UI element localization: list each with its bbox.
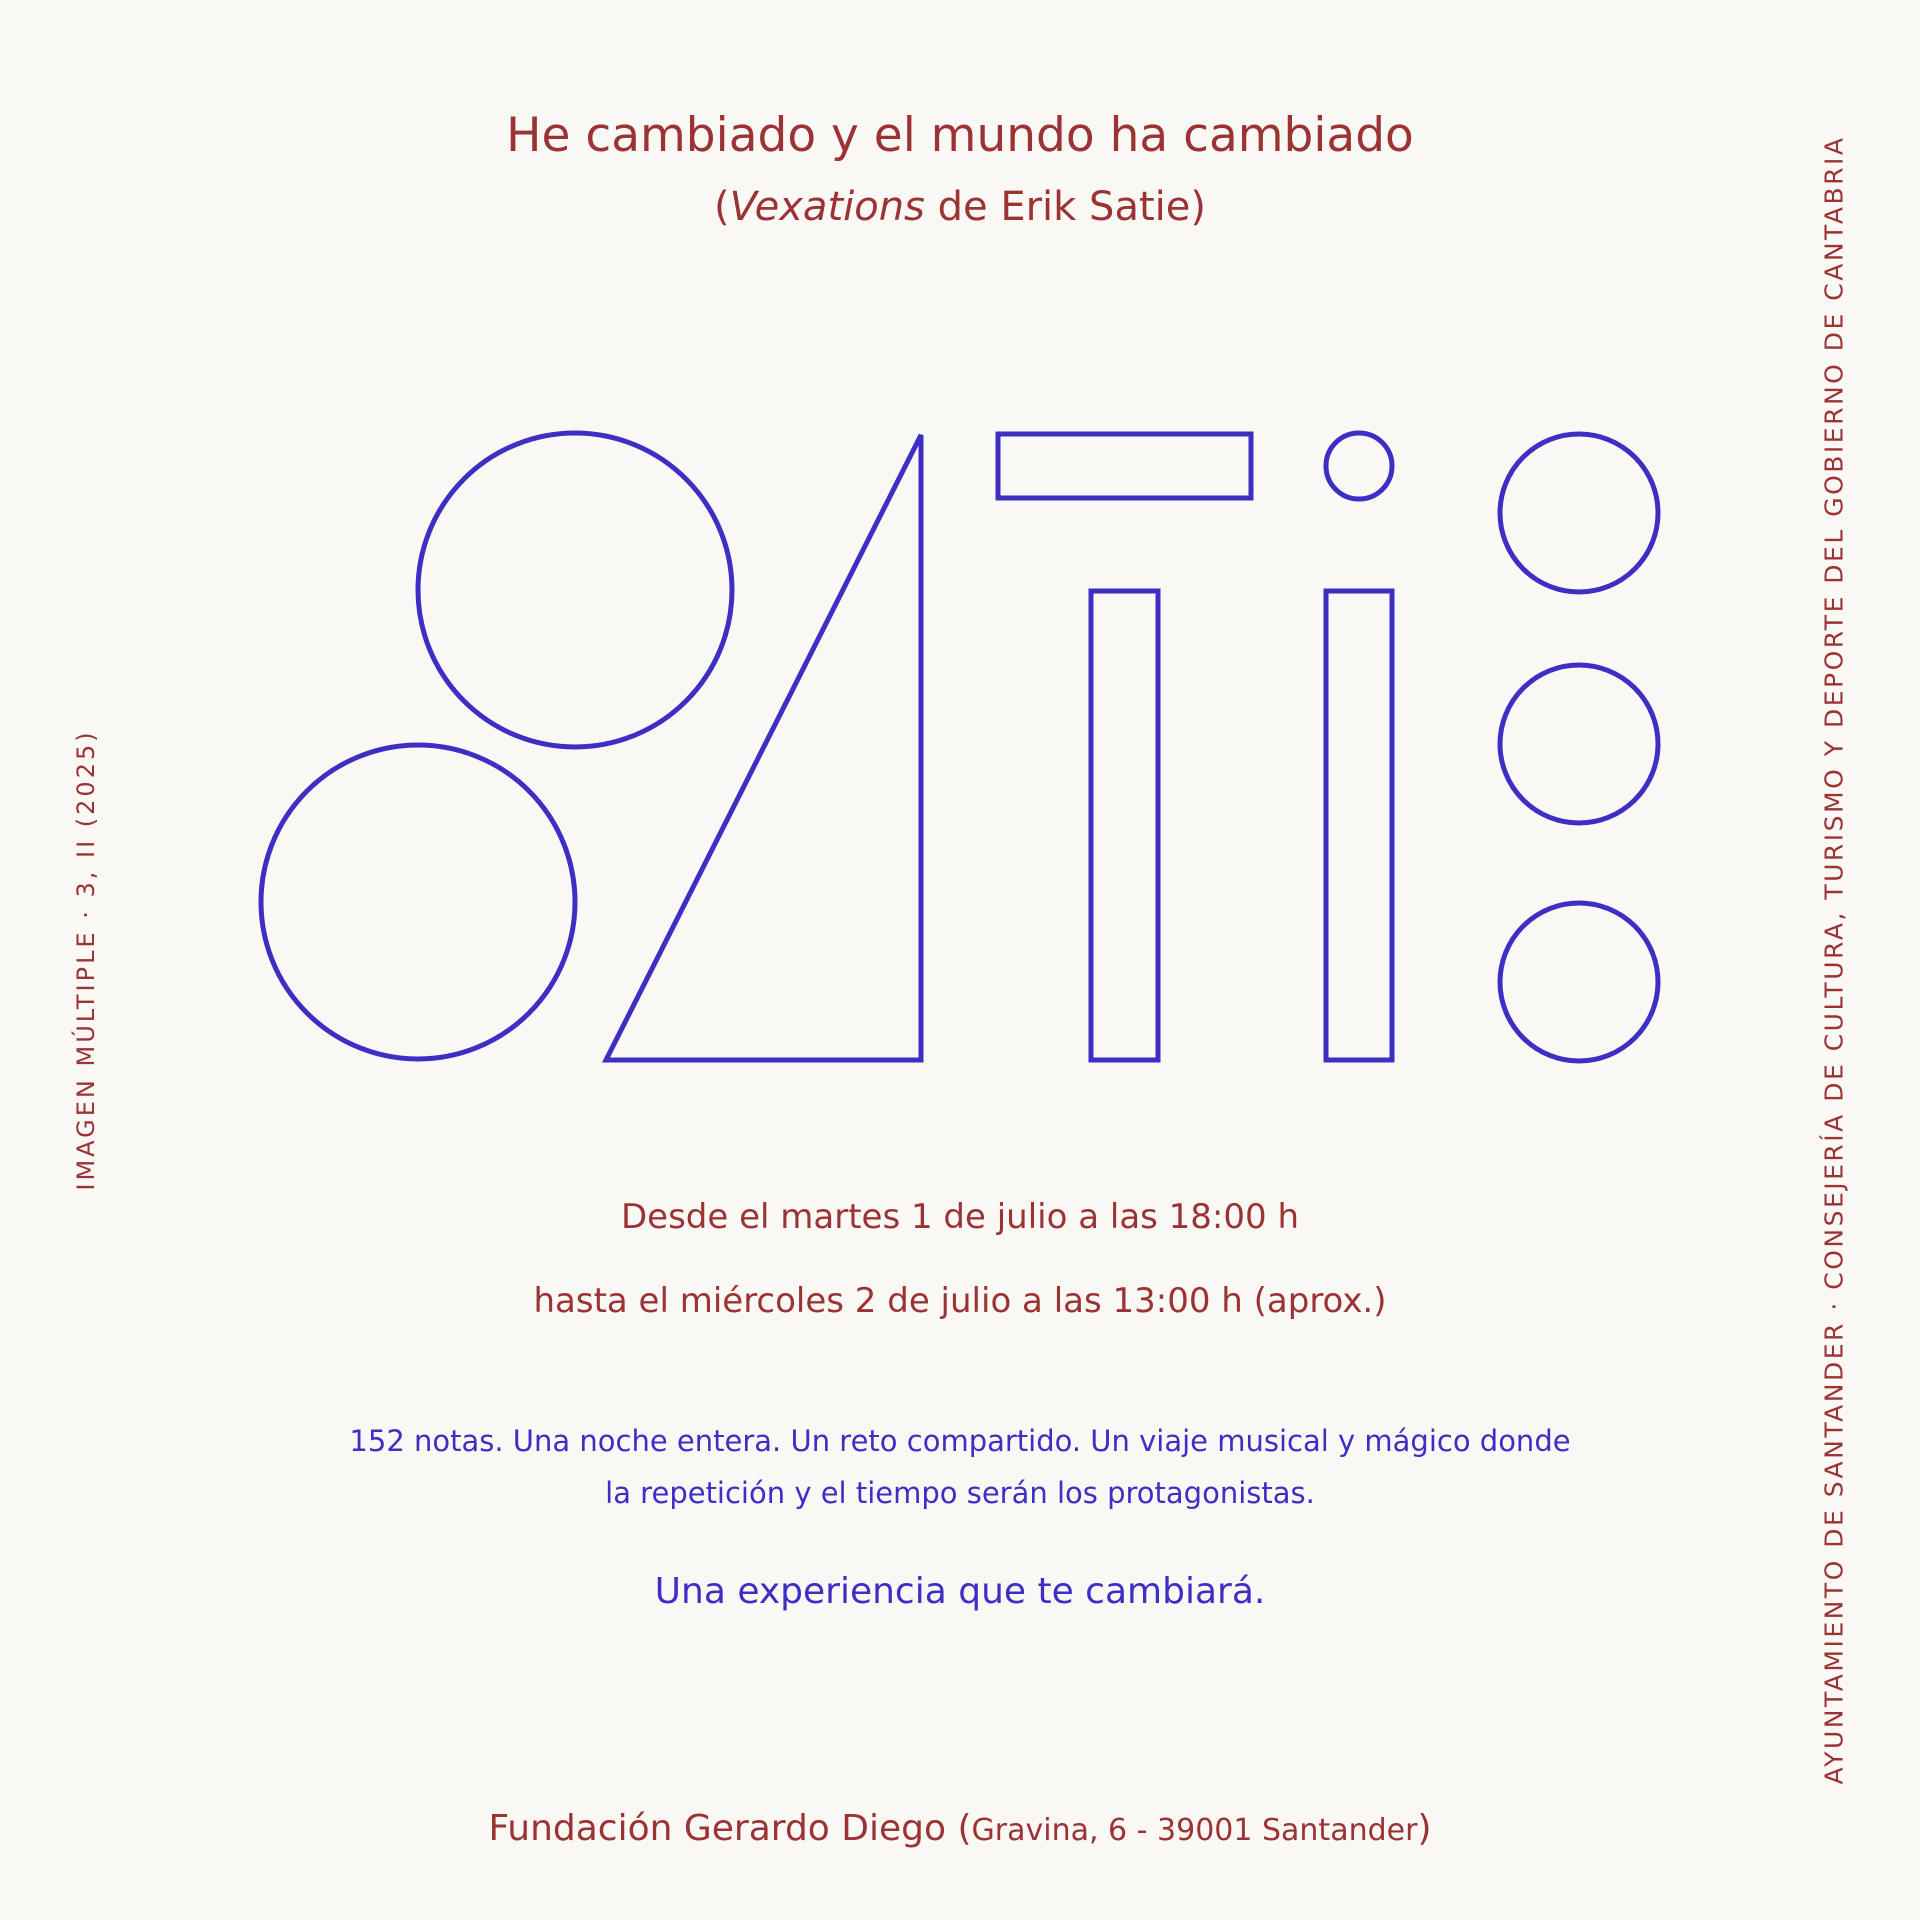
description-line-2: la repetición y el tiempo serán los protagonistas. xyxy=(605,1476,1315,1510)
subtitle-work: Vexations xyxy=(729,184,925,230)
logo-e-bottom-circle xyxy=(1500,903,1658,1061)
venue xyxy=(0,1808,1920,1849)
side-caption-right: AYUNTAMIENTO DE SANTANDER · CONSEJERÍA DE CULTURA, TURISMO Y DEPORTE DEL GOBIERNO DE CANTABRIA xyxy=(1819,135,1849,1785)
venue-address: Gravina, 6 - 39001 Santander xyxy=(971,1813,1418,1848)
logo-e-middle-circle xyxy=(1500,665,1658,823)
venue-open-paren: ( xyxy=(957,1808,972,1849)
logo-t-crossbar xyxy=(998,434,1251,498)
logo-s-upper-circle xyxy=(418,433,732,747)
logo-a-triangle xyxy=(606,435,921,1060)
schedule-end: hasta el miércoles 2 de julio a las 13:00 h (aprox.) xyxy=(533,1281,1387,1321)
description-line-1: 152 notas. Una noche entera. Un reto compartido. Un viaje musical y mágico donde xyxy=(349,1424,1571,1458)
tagline: Una experiencia que te cambiará. xyxy=(654,1571,1266,1612)
poster-title: He cambiado y el mundo ha cambiado xyxy=(506,108,1414,163)
logo-i-stem xyxy=(1326,591,1392,1060)
logo-i-dot xyxy=(1326,433,1392,499)
logo-e-top-circle xyxy=(1500,434,1658,592)
subtitle-close-paren: ) xyxy=(1190,184,1206,230)
side-caption-left: IMAGEN MÚLTIPLE · 3, II (2025) xyxy=(72,729,100,1191)
venue-close-paren: ) xyxy=(1417,1808,1432,1849)
subtitle-open-paren: ( xyxy=(714,184,730,230)
subtitle-author: de Erik Satie xyxy=(924,184,1191,230)
venue-name: Fundación Gerardo Diego xyxy=(488,1808,958,1849)
schedule-start: Desde el martes 1 de julio a las 18:00 h xyxy=(620,1197,1300,1237)
logo-s-lower-circle xyxy=(261,745,575,1059)
logo-t-stem xyxy=(1091,591,1158,1060)
